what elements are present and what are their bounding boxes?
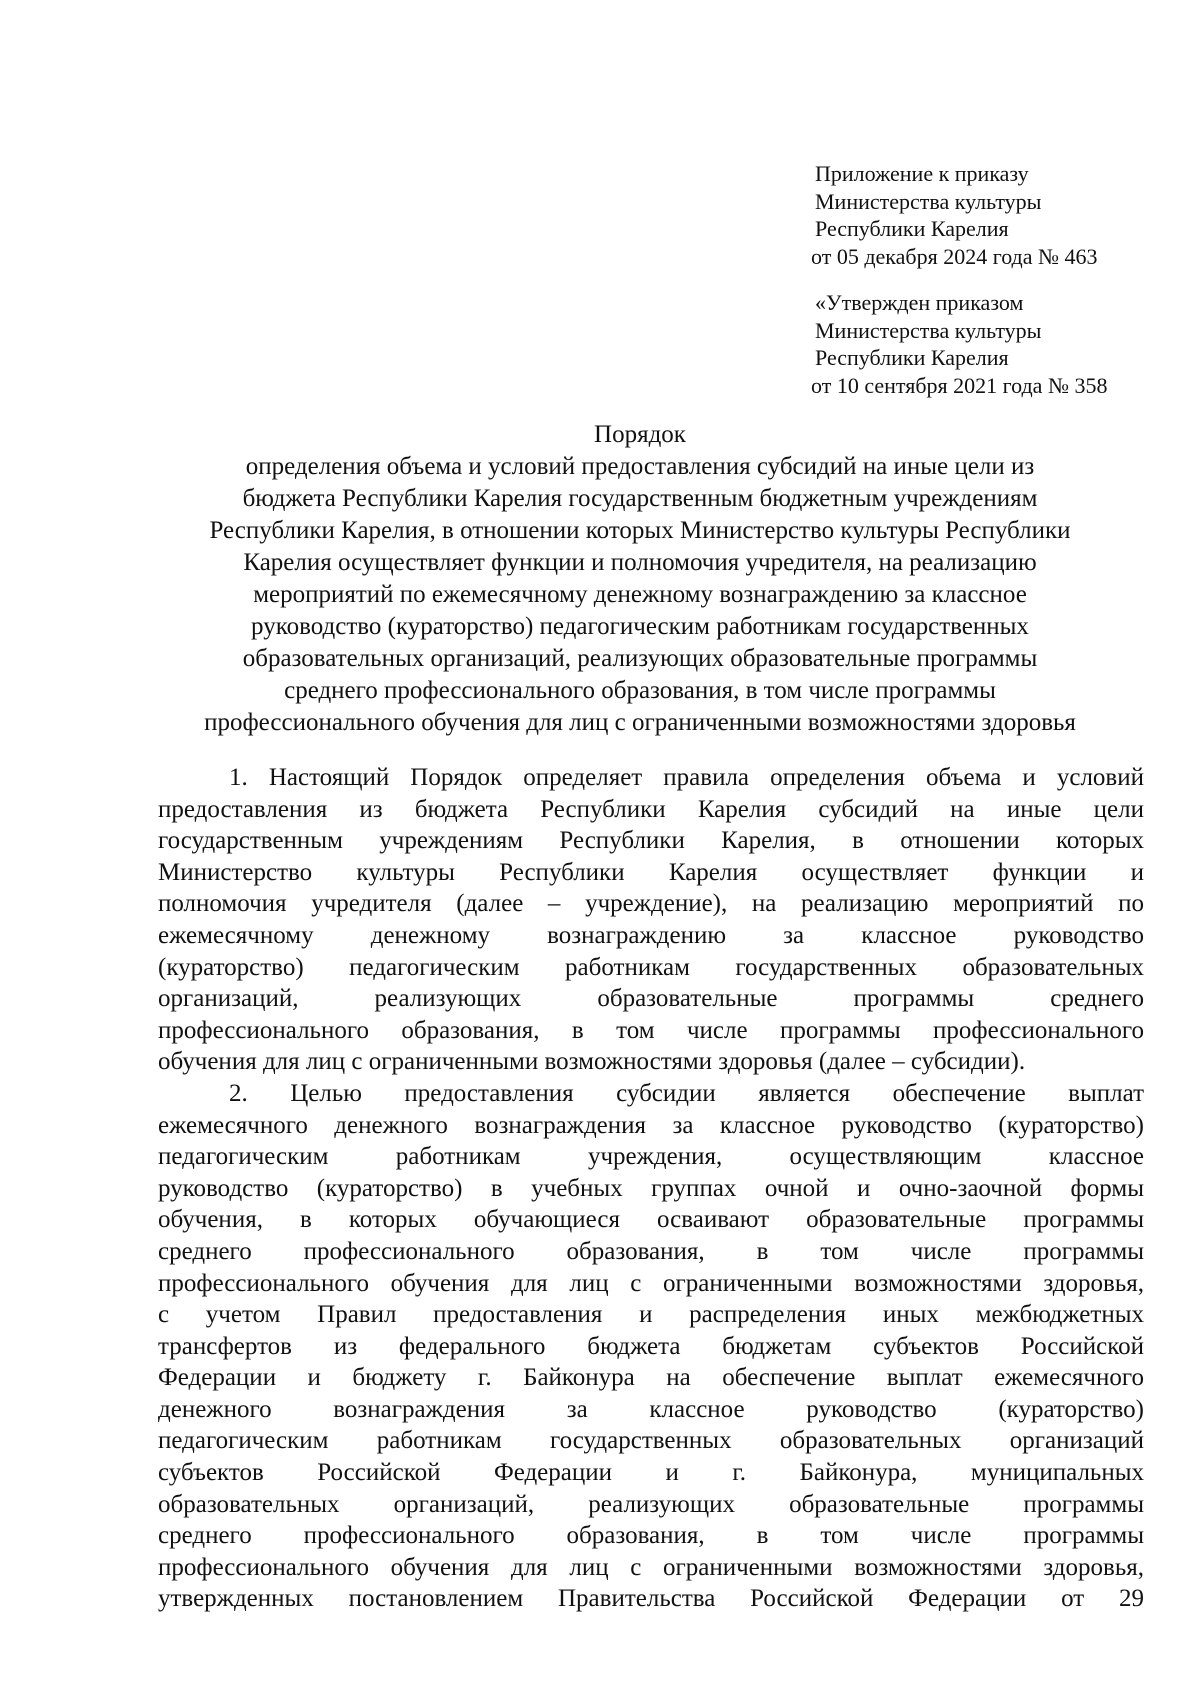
paragraph-line: 2. Целью предоставления субсидии является обеспечение выплат — [229, 1079, 1144, 1107]
paragraph-line: субъектов Российской Федерации и г. Байконура, муниципальных — [158, 1459, 1144, 1487]
approval-stamp-date: от 10 сентября 2021 года № 358 — [811, 372, 1108, 398]
paragraph-line: профессионального обучения для лиц с ограниченными возможностями здоровья, — [158, 1269, 1144, 1297]
title-line: Карелия осуществляет функции и полномочия учредителя, на реализацию — [243, 549, 1037, 576]
paragraph-line: обучения для лиц с ограниченными возможностями здоровья (далее – субсидии). — [158, 1048, 1026, 1076]
appendix-stamp-line: Республики Карелия — [815, 216, 1009, 241]
approval-stamp — [811, 289, 1155, 399]
paragraph-line: полномочия учредителя (далее – учреждение), на реализацию мероприятий по — [158, 890, 1144, 918]
approval-stamp-line: Республики Карелия — [815, 345, 1009, 370]
title-line: образовательных организаций, реализующих образовательные программы — [242, 645, 1038, 672]
approval-stamp-line: «Утвержден приказом — [815, 290, 1024, 315]
paragraph-line: педагогическим работникам учреждения, осуществляющим классное — [158, 1143, 1144, 1171]
paragraph-line: денежного вознаграждения за классное руководство (кураторство) — [158, 1395, 1144, 1423]
paragraph-line: государственным учреждениям Республики Карелия, в отношении которых — [158, 827, 1144, 855]
title-heading: Порядок — [594, 421, 686, 448]
paragraph-2 — [158, 1078, 1144, 1615]
title-line: определения объема и условий предоставления субсидий на иные цели из — [245, 453, 1035, 480]
paragraph-line: 1. Настоящий Порядок определяет правила определения объема и условий — [229, 764, 1144, 791]
appendix-stamp-line: Министерства культуры — [815, 188, 1042, 214]
paragraph-line: трансфертов из федерального бюджета бюджетам субъектов Российской — [158, 1332, 1144, 1360]
paragraph-line: среднего профессионального образования, в том числе программы — [158, 1237, 1144, 1265]
approval-stamp-line: Министерства культуры — [815, 317, 1042, 343]
paragraph-1 — [158, 762, 1144, 1078]
title-line: руководство (кураторство) педагогическим работникам государственных — [251, 613, 1029, 640]
title-line: Республики Карелия, в отношении которых Министерство культуры Республики — [209, 517, 1071, 544]
paragraph-line: образовательных организаций, реализующих образовательные программы — [158, 1490, 1144, 1518]
paragraph-line: ежемесячному денежному вознаграждению за классное руководство — [158, 921, 1144, 949]
appendix-stamp — [811, 160, 1155, 270]
paragraph-line: организаций, реализующих образовательные программы среднего — [158, 985, 1144, 1013]
title-line: мероприятий по ежемесячному денежному вознаграждению за классное — [253, 581, 1027, 608]
paragraph-line: (кураторство) педагогическим работникам государственных образовательных — [158, 953, 1144, 981]
appendix-stamp-line: Приложение к приказу — [815, 161, 1029, 186]
paragraph-line: профессионального образования, в том числе программы профессионального — [158, 1016, 1144, 1044]
title-line: среднего профессионального образования, в том числе программы — [284, 677, 996, 704]
document-body — [158, 762, 1144, 1615]
paragraph-line: Министерство культуры Республики Карелия осуществляет функции и — [158, 858, 1144, 886]
appendix-stamp-date: от 05 декабря 2024 года № 463 — [811, 243, 1098, 269]
paragraph-line: утвержденных постановлением Правительства Российской Федерации от 29 — [158, 1585, 1144, 1613]
paragraph-line: предоставления из бюджета Республики Карелия субсидий на иные цели — [158, 795, 1144, 823]
paragraph-line: руководство (кураторство) в учебных группах очной и очно-заочной формы — [158, 1174, 1144, 1202]
paragraph-line: педагогическим работникам государственных образовательных организаций — [158, 1427, 1144, 1455]
document-title — [140, 419, 1140, 739]
paragraph-line: с учетом Правил предоставления и распределения иных межбюджетных — [158, 1301, 1144, 1329]
paragraph-line: Федерации и бюджету г. Байконура на обеспечение выплат ежемесячного — [158, 1364, 1144, 1392]
paragraph-line: среднего профессионального образования, в том числе программы — [158, 1522, 1144, 1550]
title-line: бюджета Республики Карелия государственным бюджетным учреждениям — [242, 485, 1038, 512]
title-line: профессионального обучения для лиц с ограниченными возможностями здоровья — [204, 709, 1076, 736]
paragraph-line: обучения, в которых обучающиеся осваивают образовательные программы — [158, 1206, 1144, 1234]
paragraph-line: ежемесячного денежного вознаграждения за классное руководство (кураторство) — [158, 1111, 1144, 1139]
paragraph-line: профессионального обучения для лиц с ограниченными возможностями здоровья, — [158, 1553, 1144, 1581]
